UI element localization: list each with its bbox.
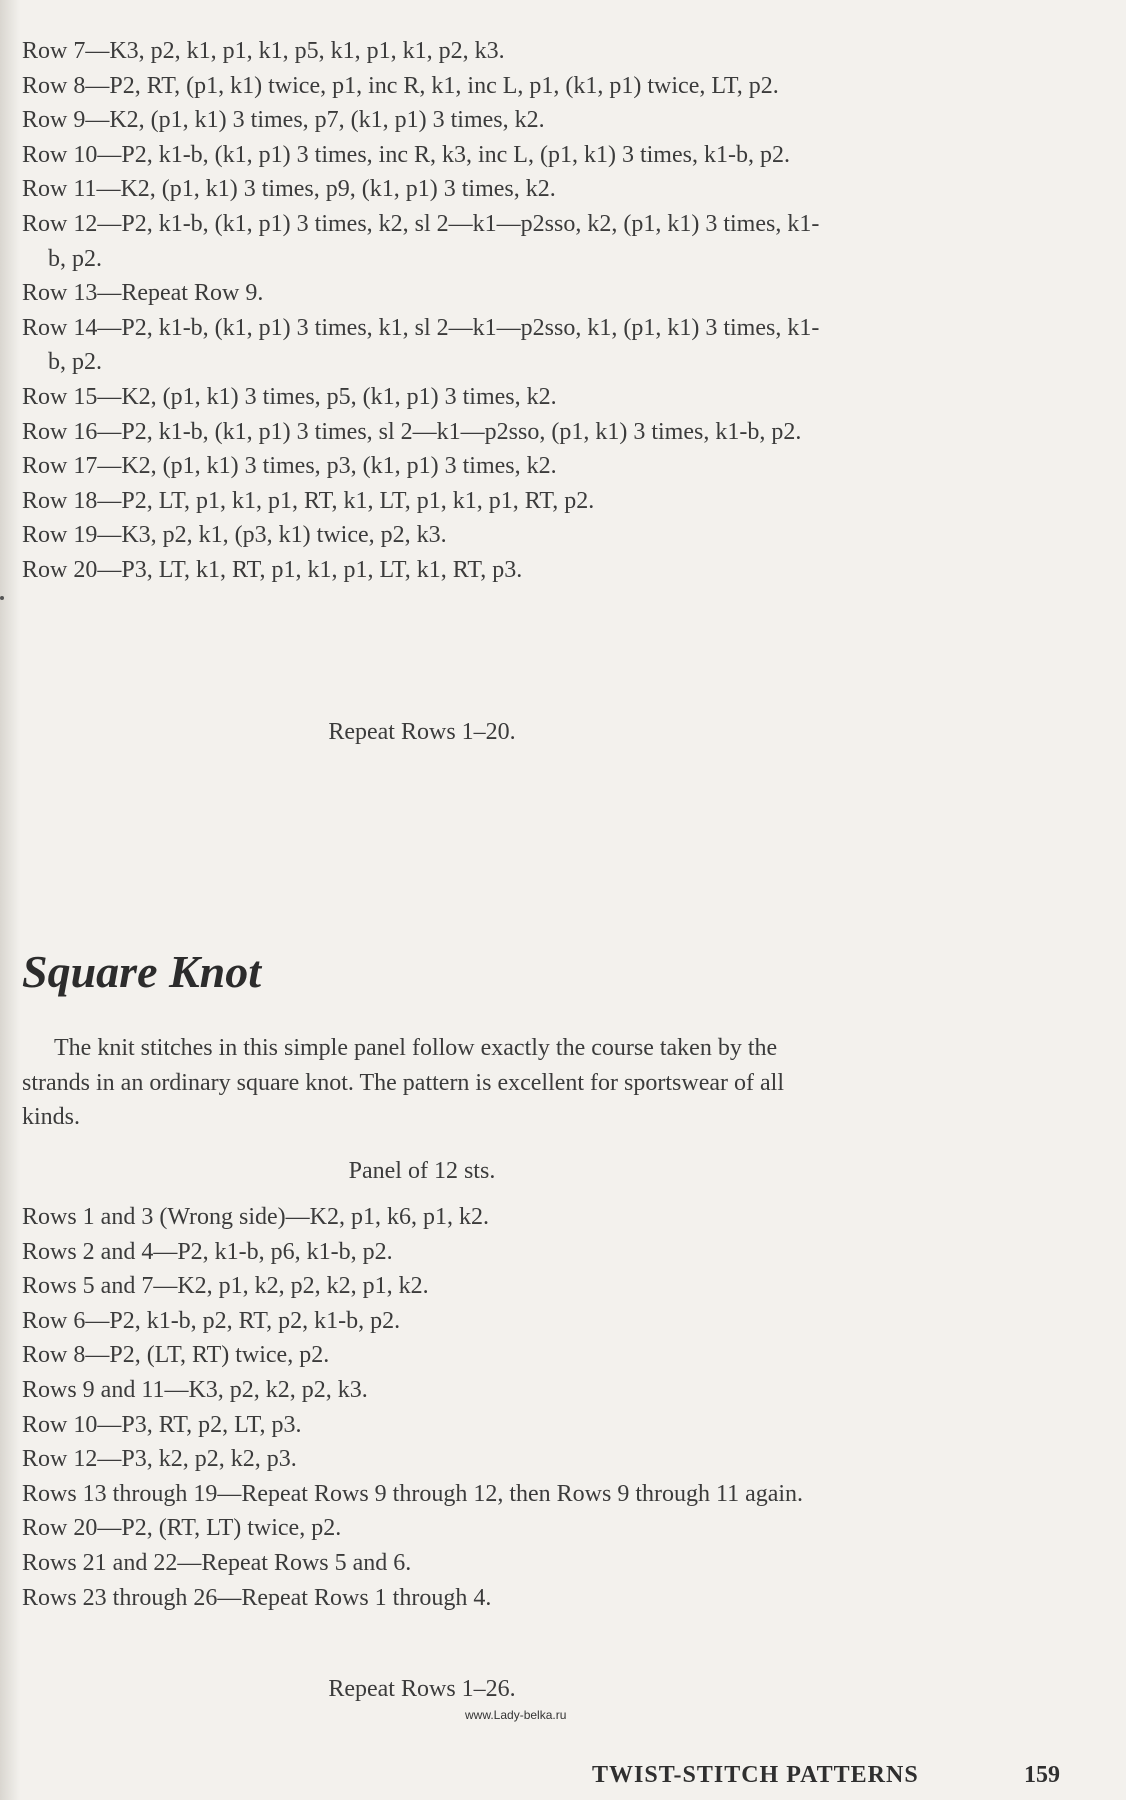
instruction-row: Row 12—P3, k2, p2, k2, p3.	[22, 1446, 297, 1473]
page-number: 159	[1024, 1762, 1060, 1788]
instruction-row: Row 20—P3, LT, k1, RT, p1, k1, p1, LT, k1, RT, p3.	[22, 556, 523, 583]
instruction-row: Row 20—P2, (RT, LT) twice, p2.	[22, 1515, 342, 1542]
instruction-row: Rows 5 and 7—K2, p1, k2, p2, k2, p1, k2.	[22, 1273, 429, 1300]
instruction-row: Row 13—Repeat Row 9.	[22, 280, 264, 307]
instruction-row: Rows 1 and 3 (Wrong side)—K2, p1, k6, p1, k2.	[22, 1204, 489, 1230]
margin-mark	[0, 596, 4, 600]
instruction-row: Rows 23 through 26—Repeat Rows 1 through 4.	[22, 1584, 492, 1611]
instruction-row: Row 9—K2, (p1, k1) 3 times, p7, (k1, p1) 3 times, k2.	[22, 107, 545, 134]
watermark-url: www.Lady-belka.ru	[465, 1708, 567, 1722]
instruction-row: Rows 21 and 22—Repeat Rows 5 and 6.	[22, 1549, 412, 1576]
instruction-row: Row 6—P2, k1-b, p2, RT, p2, k1-b, p2.	[22, 1307, 401, 1334]
instruction-row: Row 19—K3, p2, k1, (p3, k1) twice, p2, k3.	[22, 522, 447, 549]
knot-rows-list	[22, 1200, 822, 1615]
section-title: Square Knot	[22, 946, 262, 997]
instruction-row: Row 8—P2, RT, (p1, k1) twice, p1, inc R, k1, inc L, p1, (k1, p1) twice, LT, p2.	[22, 72, 779, 99]
running-footer: TWIST-STITCH PATTERNS	[592, 1762, 919, 1788]
instruction-row: Row 14—P2, k1-b, (k1, p1) 3 times, k1, sl 2—k1—p2sso, k1, (p1, k1) 3 times, k1-b, p2.	[22, 314, 820, 376]
instruction-row: Row 8—P2, (LT, RT) twice, p2.	[22, 1342, 330, 1369]
instruction-row: Row 17—K2, (p1, k1) 3 times, p3, (k1, p1) 3 times, k2.	[22, 453, 557, 480]
intro-paragraph: The knit stitches in this simple panel follow exactly the course taken by the strands in an ordinary square knot. The pattern is excellent for sportswear of all kinds.	[22, 1035, 784, 1130]
instruction-row: Rows 9 and 11—K3, p2, k2, p2, k3.	[22, 1376, 368, 1403]
instruction-row: Rows 13 through 19—Repeat Rows 9 through 12, then Rows 9 through 11 again.	[22, 1480, 804, 1507]
instruction-row: Row 15—K2, (p1, k1) 3 times, p5, (k1, p1) 3 times, k2.	[22, 383, 557, 410]
page-gutter-shadow	[0, 0, 20, 1800]
repeat-rows-note: Repeat Rows 1–20.	[328, 719, 516, 745]
instruction-row: Rows 2 and 4—P2, k1-b, p6, k1-b, p2.	[22, 1238, 393, 1265]
panel-note: Panel of 12 sts.	[348, 1158, 496, 1184]
repeat-rows-note: Repeat Rows 1–26.	[328, 1676, 516, 1702]
instruction-row: Row 18—P2, LT, p1, k1, p1, RT, k1, LT, p1, k1, p1, RT, p2.	[22, 487, 595, 514]
top-rows-list	[22, 34, 822, 588]
instruction-row: Row 16—P2, k1-b, (k1, p1) 3 times, sl 2—k1—p2sso, (p1, k1) 3 times, k1-b, p2.	[22, 418, 802, 445]
instruction-row: Row 11—K2, (p1, k1) 3 times, p9, (k1, p1) 3 times, k2.	[22, 176, 556, 203]
instruction-row: Row 10—P3, RT, p2, LT, p3.	[22, 1411, 302, 1438]
instruction-row: Row 7—K3, p2, k1, p1, k1, p5, k1, p1, k1, p2, k3.	[22, 38, 505, 64]
instruction-row: Row 12—P2, k1-b, (k1, p1) 3 times, k2, sl 2—k1—p2sso, k2, (p1, k1) 3 times, k1-b, p2.	[22, 210, 820, 272]
instruction-row: Row 10—P2, k1-b, (k1, p1) 3 times, inc R, k3, inc L, (p1, k1) 3 times, k1-b, p2.	[22, 141, 790, 168]
